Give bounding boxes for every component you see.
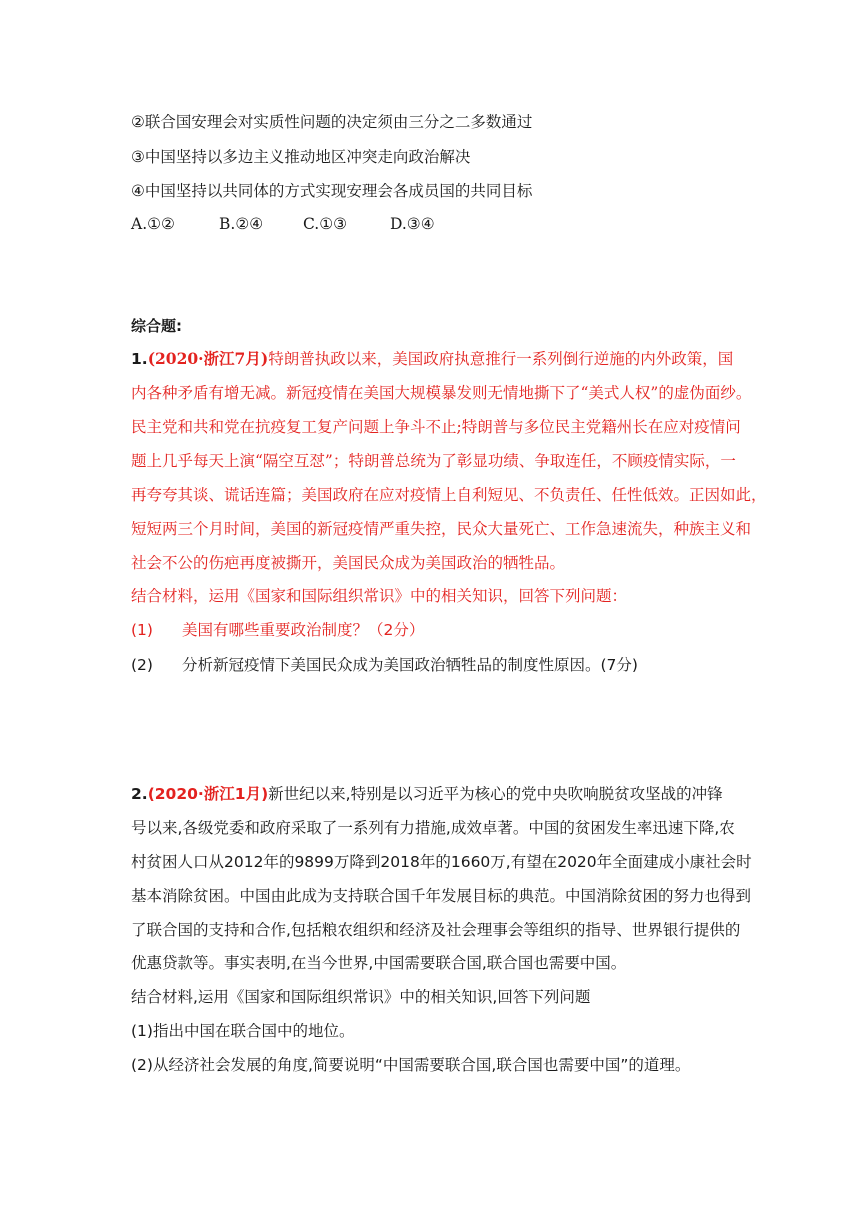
q2-source: (2020·浙江1月) [147, 785, 269, 803]
q2-text-line-5: 了联合国的支持和合作,包括粮农组织和经济及社会理事会等组织的指导、世界银行提供的 [131, 921, 741, 939]
q1-number: 1. [131, 350, 148, 368]
choice-d: D.③④ [390, 215, 435, 233]
q1-text-line-6: 短短两三个月时间，美国的新冠疫情严重失控，民众大量死亡、工作急速流失，种族主义和 [131, 520, 752, 538]
q1-text-line-3: 民主党和共和党在抗疫复工复产问题上争斗不止;特朗普与多位民主党籍州长在应对疫情问 [131, 418, 741, 436]
choice-a: A.①② [131, 215, 175, 233]
q1-text-line-5: 再夸夸其谈、谎话连篇；美国政府在应对疫情上自利短见、不负责任、任性低效。正因如此， [131, 486, 767, 504]
q1-text-line-1: 特朗普执政以来，美国政府执意推行一系列倒行逆施的内外政策，国 [268, 350, 734, 368]
q1-prompt: 结合材料，运用《国家和国际组织常识》中的相关知识，回答下列问题： [131, 587, 628, 605]
q2-text-line-1: 新世纪以来,特别是以习近平为核心的党中央吹响脱贫攻坚战的冲锋 [268, 785, 723, 803]
q1-source: (2020·浙江7月) [147, 349, 269, 368]
q1-text-line-7: 社会不公的伤疤再度被撕开，美国民众成为美国政治的牺牲品。 [131, 554, 566, 572]
q1-text-line-4: 题上几乎每天上演“隔空互怼”；特朗普总统为了彰显功绩、争取连任，不顾疫情实际，一 [131, 452, 736, 470]
q1-sub2-number: (2) [131, 656, 153, 674]
q2-text-line-2: 号以来,各级党委和政府采取了一系列有力措施,成效卓著。中国的贫困发生率迅速下降,农 [131, 819, 735, 837]
q1-text-line-2: 内各种矛盾有增无减。新冠疫情在美国大规模暴发则无情地撕下了“美式人权”的虚伪面纱。 [131, 384, 752, 402]
q2-first-line [131, 784, 723, 804]
q2-number: 2. [131, 785, 148, 803]
section-title: 综合题: [131, 317, 182, 335]
q1-sub2-text: 分析新冠疫情下美国民众成为美国政治牺牲品的制度性原因。(7分) [182, 656, 638, 674]
q2-sub2: (2)从经济社会发展的角度,简要说明“中国需要联合国,联合国也需要中国”的道理。 [131, 1056, 691, 1074]
q1-sub1-text: 美国有哪些重要政治制度？（2分） [182, 621, 425, 639]
q1-first-line [131, 349, 733, 369]
q2-text-line-4: 基本消除贫困。中国由此成为支持联合国千年发展目标的典范。中国消除贫困的努力也得到 [131, 887, 752, 905]
option-statement-3: ③中国坚持以多边主义推动地区冲突走向政治解决 [131, 148, 471, 166]
option-statement-4: ④中国坚持以共同体的方式实现安理会各成员国的共同目标 [131, 182, 533, 200]
q2-text-line-6: 优惠贷款等。事实表明,在当今世界,中国需要联合国,联合国也需要中国。 [131, 954, 627, 972]
q2-sub1: (1)指出中国在联合国中的地位。 [131, 1022, 355, 1040]
choice-c: C.①③ [303, 215, 348, 233]
q1-sub1-number: (1) [131, 621, 153, 639]
option-statement-2: ②联合国安理会对实质性问题的决定须由三分之二多数通过 [131, 113, 533, 131]
choice-b: B.②④ [219, 215, 264, 233]
q2-text-line-3: 村贫困人口从2012年的9899万降到2018年的1660万,有望在2020年全面建成小康社会时 [131, 853, 752, 871]
q2-prompt: 结合材料,运用《国家和国际组织常识》中的相关知识,回答下列问题 [131, 988, 591, 1006]
